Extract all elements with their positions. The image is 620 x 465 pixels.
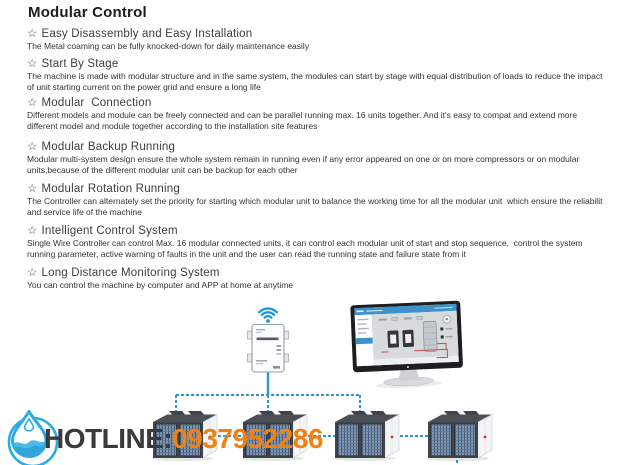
monitor [350,301,464,390]
section-body: Modular multi-system design ensure the whole system remain in running even if any error appeared on one or on more compressors or on modular units,because of the different modular unit can be backup for each other [27,154,582,175]
hotline-text [44,423,323,455]
section-heading-text: Modular Connection [41,97,152,109]
hotline-phone-number: 0937952286 [172,423,323,454]
star-icon: ☆ [27,141,38,153]
star-icon: ☆ [27,225,38,237]
star-icon: ☆ [27,267,38,279]
monitor-screen [354,304,458,366]
section-heading-text: Start By Stage [41,58,119,70]
section-heading-text: Long Distance Monitoring System [41,267,220,279]
star-icon: ☆ [27,183,38,195]
section-heading-text: Modular Rotation Running [41,183,180,195]
section-body: Different models and module can be freely connected and can be parallel running max. 16 units together. And it's easy to compat and extend more different model and module together according to the installation site features [27,110,580,131]
section-heading-text: Easy Disassembly and Easy Installation [41,28,253,40]
star-icon: ☆ [27,58,38,70]
wifi-icon [259,309,277,323]
section-body: Single Wire Controller can control Max. 16 modular connected units, it can control each modular unit of start and stop sequence, control the system running parameter, active warning of faults in the unit and the user can read the running state and failure state from it [27,238,585,259]
star-icon: ☆ [27,97,38,109]
star-icon: ☆ [27,28,38,40]
monitor-stand [398,368,420,380]
section-heading-text: Modular Backup Running [41,141,176,153]
section-body: You can control the machine by computer and APP at home at anytime [27,280,294,290]
section-body: The Metal coaming can be fully knocked-down for daily maintenance easily [27,41,310,51]
wire-controller [248,325,289,373]
heat-pump-unit-3 [334,411,399,461]
hotline-watermark [0,408,340,465]
heat-pump-unit-4 [427,411,492,461]
section-body: The machine is made with modular structure and in the same system, the modules can start by stage with equal distribution of loads to reduce the impact of unit starting current on the power grid and ensure a long life [27,71,605,92]
page-title: Modular Control [28,4,147,21]
section-body: The Controller can alternately set the priority for starting which modular unit to balance the working time for all the modular unit which ensure the reliabilit and service life of the machine [27,196,605,217]
section-heading-text: Intelligent Control System [41,225,178,237]
hotline-label: HOTLINE: [44,423,173,454]
